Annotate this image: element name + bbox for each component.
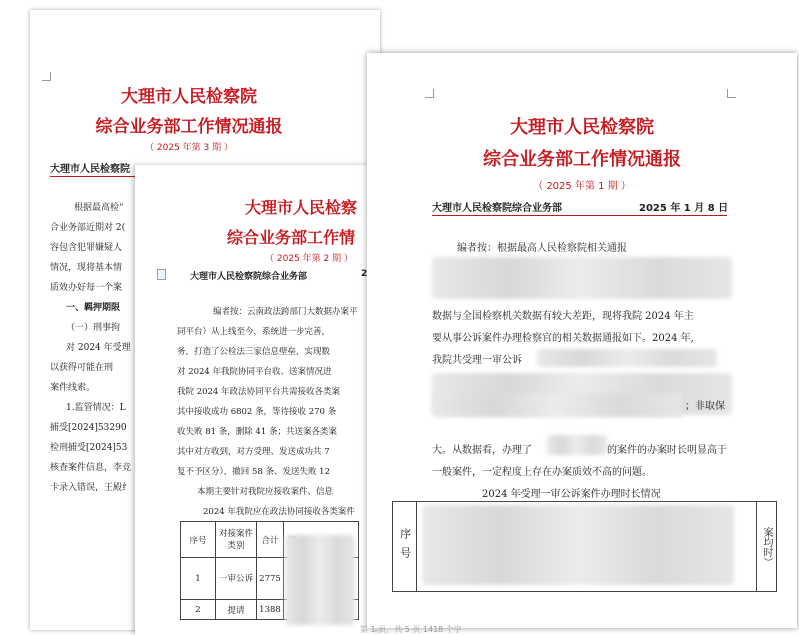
doc3-department: 大理市人民检察院 — [50, 164, 130, 175]
doc3-issue-number: （ 2025 年第 3 期 ） — [145, 143, 233, 153]
doc3-body-line: 检刑捕受[2024]53 — [50, 443, 128, 453]
doc1-body-line: 一般案件，一定程度上存在办案质效不高的问题。 — [432, 467, 652, 478]
doc3-body-line: 质效办好每一个案 — [50, 283, 123, 293]
doc3-body-line: 合业务部近期对 2( — [50, 223, 126, 233]
doc1-title-line1: 大理市人民检察院 — [510, 117, 654, 138]
document-page-issue-1 — [367, 53, 797, 628]
margin-corner-mark — [727, 89, 736, 98]
doc3-title-line1: 大理市人民检察院 — [121, 87, 257, 107]
doc2-body-line: 本期主要针对我院应接收案件、信息 — [197, 487, 334, 497]
doc3-body-line: （一）刑事拘 — [66, 323, 121, 333]
doc2-issue-number: （ 2025 年第 2 期 ） — [265, 254, 353, 264]
document-page-issue-2 — [135, 165, 375, 635]
table-header-cell: 序号 — [393, 502, 417, 592]
doc3-body-line: 捕受[2024]53290 — [50, 423, 127, 433]
doc2-body-line: 编者按：云南政法跨部门大数据办案平 — [213, 307, 358, 317]
doc2-body-line: 我院 2024 年政法协同平台共需接收各类案 — [177, 387, 341, 397]
doc3-body-line: 容包含犯罪嫌疑人 — [50, 243, 123, 253]
doc2-body-line: 同平台）从上线至今，系统进一步完善， — [177, 327, 331, 337]
doc3-body-line: 以获得可能在刑 — [50, 363, 114, 373]
doc1-body-line: 的案件的办案时长明显高于 — [607, 445, 727, 456]
doc3-body-line: 1.监管情况：L — [66, 403, 126, 413]
redacted-region — [537, 349, 717, 367]
table-cell: 一审公诉 — [216, 558, 257, 600]
doc1-body-line: 我院共受理一审公诉 — [432, 355, 522, 366]
doc3-body-line: 案件线索。 — [50, 383, 96, 393]
table-cell: 1388 — [257, 600, 284, 620]
doc1-title-line2: 综合业务部工作情况通报 — [483, 149, 681, 170]
doc3-body-line: 对 2024 年受理 — [66, 343, 131, 353]
redacted-region — [432, 257, 732, 299]
table-header-cell: 案均时） — [756, 502, 776, 592]
redacted-region — [432, 393, 682, 417]
table-header-cell: 合计 — [257, 522, 284, 558]
doc3-section-heading: 一、羁押期限 — [66, 303, 121, 313]
doc2-department: 大理市人民检察院综合业务部 — [190, 272, 308, 282]
doc2-body-line: 收失败 81 条，删除 41 条；共送案各类案 — [177, 427, 337, 437]
table-header-cell: 序号 — [181, 522, 216, 558]
status-bar: 第 1 页，共 5 页 1418 个字 — [360, 625, 462, 634]
doc2-body-line: 其中接收成功 6802 条，等待接收 270 条 — [177, 407, 337, 417]
document-icon — [157, 269, 166, 280]
redacted-region — [285, 535, 355, 625]
doc2-body-line: 对 2024 年我院协同平台收、送案情况进 — [177, 367, 332, 377]
doc2-body-line: 复不予区分），撤回 58 条、发送失败 12 — [177, 467, 330, 477]
doc1-date: 2025 年 1 月 8 日 — [639, 203, 729, 214]
doc1-body-line: 大。从数据看，办理了 — [432, 445, 532, 456]
margin-corner-mark — [42, 72, 51, 81]
redacted-region — [422, 505, 734, 585]
doc1-header-rule — [432, 215, 727, 216]
doc2-table-caption: 2024 年我院应在政法协同接收各类案件 — [203, 507, 355, 517]
doc3-body-line: 卡录入错误，王殿纟 — [50, 483, 132, 493]
margin-corner-mark — [425, 89, 434, 98]
doc3-title-line2: 综合业务部工作情况通报 — [95, 117, 283, 137]
doc2-body-line: 务，打造了公检法三家信息壁垒，实现数 — [177, 347, 331, 357]
doc3-body-line: 根据最高检“ — [74, 203, 124, 213]
doc3-body-line: 核查案件信息，李竞 — [50, 463, 132, 473]
doc1-body-line: 数据与全国检察机关数据有较大差距，现将我院 2024 年主 — [432, 311, 694, 322]
doc2-date-fragment: 2 — [361, 269, 368, 279]
table-cell: 2 — [181, 600, 216, 620]
table-cell: 提请 — [216, 600, 257, 620]
doc1-body-line: ；非取保 — [685, 401, 725, 412]
doc2-title-line1: 大理市人民检察 — [245, 198, 358, 217]
doc1-department: 大理市人民检察院综合业务部 — [432, 203, 562, 214]
doc2-title-line2: 综合业务部工作情 — [227, 228, 356, 247]
table-cell: 1 — [181, 558, 216, 600]
doc1-body-line: 编者按：根据最高人民检察院相关通报 — [457, 243, 627, 254]
doc1-issue-number: （ 2025 年第 1 期 ） — [533, 181, 631, 192]
doc1-table-caption: 2024 年受理一审公诉案件办理时长情况 — [482, 489, 661, 500]
redacted-region — [547, 435, 607, 455]
table-header-cell: 对接案件类别 — [216, 522, 257, 558]
table-cell: 2775 — [257, 558, 284, 600]
doc3-body-line: 情况，现将基本情 — [50, 263, 123, 273]
doc2-body-line: 其中对方收到，对方受理、发送成功共 7 — [177, 447, 330, 457]
doc1-body-line: 要从事公诉案件办理检察官的相关数据通报如下。2024 年, — [432, 333, 694, 344]
